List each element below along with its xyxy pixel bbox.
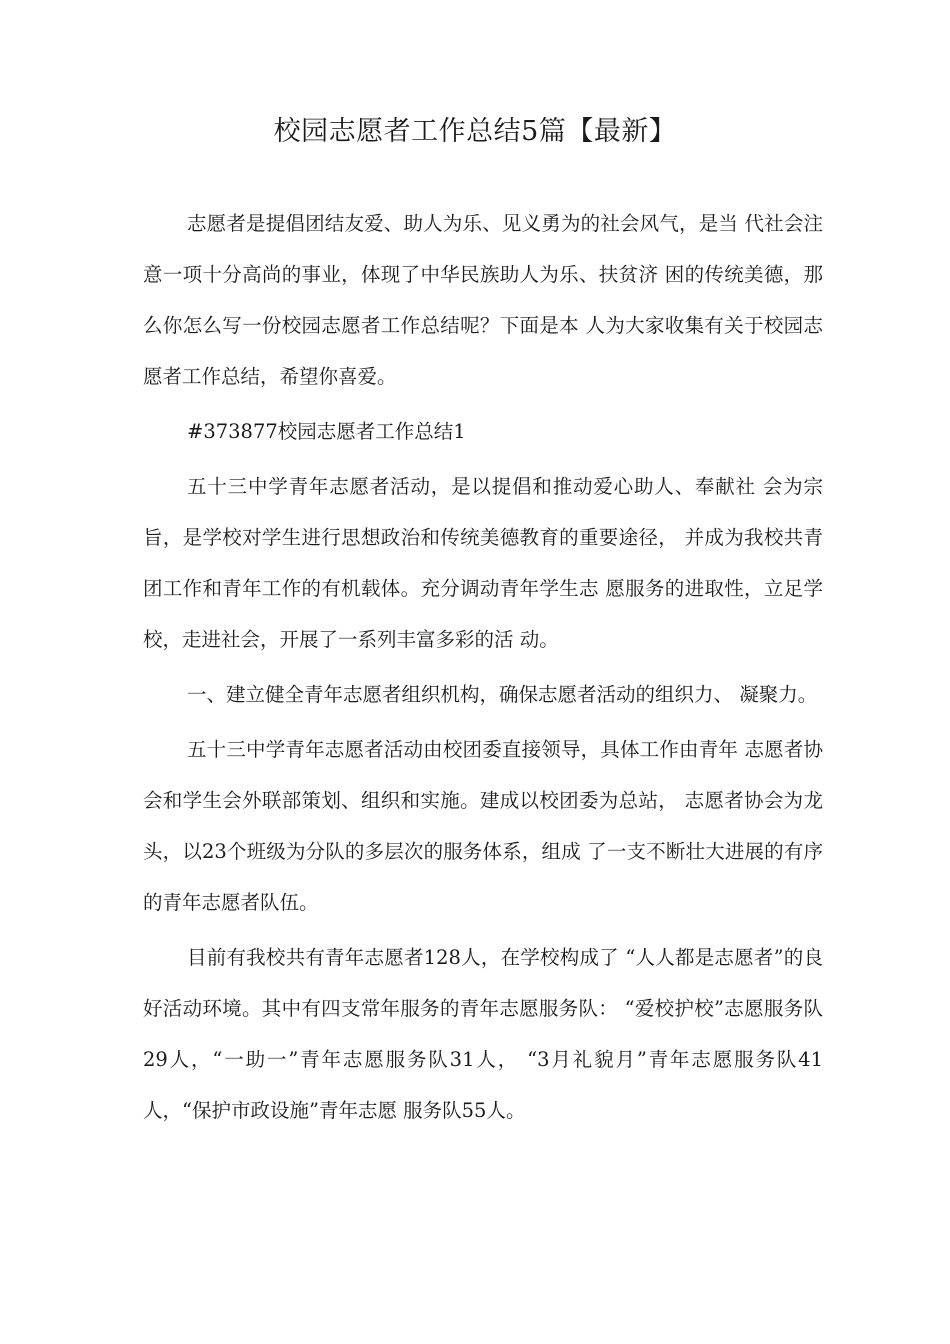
paragraph-section-one-heading: 一、建立健全青年志愿者组织机构，确保志愿者活动的组织力、 凝聚力。 — [187, 683, 818, 706]
section-heading-1: #373877校园志愿者工作总结1 — [187, 420, 466, 443]
paragraph-activity-overview: 五十三中学青年志愿者活动，是以提倡和推动爱心助人、奉献社 会为宗旨，是学校对学生进行思想政治和传统美德教育的重要途径， 并成为我校共青团工作和青年工作的有机载体。充分调动青年学生志 愿服务的进取性，立足学校，走进社会，开展了一系列丰富多彩的活 动。 — [143, 475, 823, 651]
paragraph-volunteer-teams: 目前有我校共有青年志愿者128人，在学校构成了 “人人都是志愿者”的良好活动环境。其中有四支常年服务的青年志愿服务队： “爱校护校”志愿服务队29人，“一助一”青年志愿服务队31人， “3月礼貌月”青年志愿服务队41人，“保护市政设施”青年志愿 服务队55人。 — [143, 946, 823, 1122]
paragraph-organization: 五十三中学青年志愿者活动由校团委直接领导，具体工作由青年 志愿者协会和学生会外联部策划、组织和实施。建成以校团委为总站， 志愿者协会为龙头，以23个班级为分队的多层次的服务体系，组成 了一支不断壮大进展的有序的青年志愿者队伍。 — [143, 738, 823, 914]
intro-paragraph: 志愿者是提倡团结友爱、助人为乐、见义勇为的社会风气，是当 代社会注意一项十分高尚的事业，体现了中华民族助人为乐、扶贫济 困的传统美德，那么你怎么写一份校园志愿者工作总结呢？下面是本 人为大家收集有关于校园志愿者工作总结，希望你喜爱。 — [143, 212, 823, 388]
document-title: 校园志愿者工作总结5篇【最新】 — [273, 116, 677, 147]
document-body — [143, 198, 823, 1140]
